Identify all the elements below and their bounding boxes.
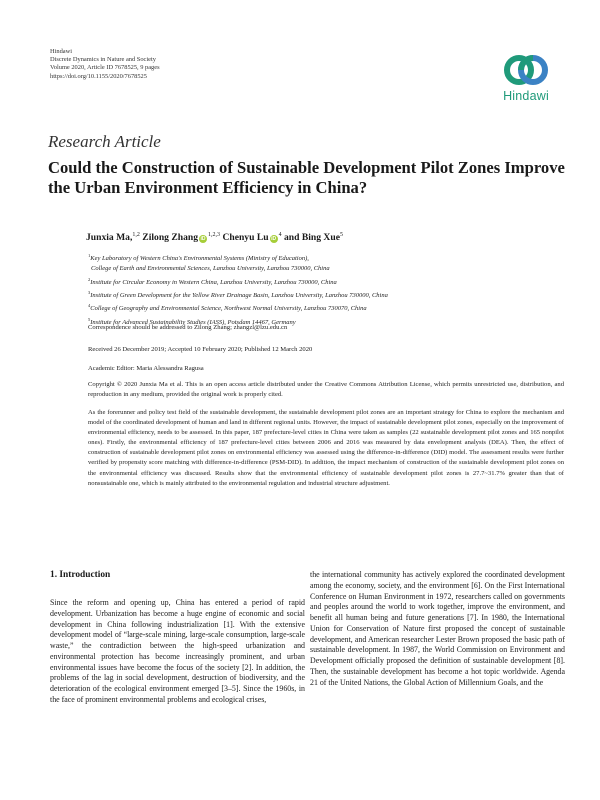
orcid-icon[interactable]: iD — [200, 236, 206, 243]
affiliation-item — [88, 288, 388, 301]
author-list — [86, 232, 343, 243]
journal-name: Discrete Dynamics in Nature and Society — [50, 56, 156, 64]
correspondence-line: Correspondence should be addressed to Zilong Zhang; zhangzl@lzu.edu.cn — [88, 324, 288, 331]
article-type: Research Article — [48, 132, 161, 151]
orcid-icon[interactable]: iD — [271, 236, 277, 243]
logo-wordmark: Hindawi — [503, 89, 549, 103]
author-name[interactable]: Junxia Ma, — [86, 232, 133, 244]
affiliation-item — [88, 275, 388, 288]
publisher-name: Hindawi — [50, 48, 73, 55]
author-affiliation-marker: 1,2,3 — [208, 232, 221, 238]
article-title: Could the Construction of Sustainable Development Pilot Zones Improve the Urban Environment Efficiency in China? — [48, 158, 565, 197]
hindawi-logo-icon — [502, 52, 550, 88]
affiliation-item — [88, 301, 388, 314]
affiliation-item — [88, 251, 388, 264]
affiliation-text: College of Geography and Environmental Science, Northwest Normal University, Lanzhou 730070, China — [90, 305, 367, 313]
author-name[interactable]: and Bing Xue — [283, 232, 340, 244]
affiliation-marker: 2 — [88, 276, 91, 282]
affiliation-marker: 5 — [88, 316, 91, 322]
affiliation-text: Institute for Circular Economy in Western China, Lanzhou University, Lanzhou 730000, China — [90, 278, 337, 286]
copyright-notice: Copyright © 2020 Junxia Ma et al. This is an open access article distributed under the Creative Commons Attribution License, which permits unrestricted use, distribution, and reproduction in any medium, provided the original work is properly cited. — [88, 381, 564, 398]
affiliation-text: College of Earth and Environmental Sciences, Lanzhou University, Lanzhou 730000, China — [91, 265, 330, 273]
affiliation-text: Institute for Advanced Sustainability Studies (IASS), Potsdam 14467, Germany — [90, 318, 296, 326]
author-name[interactable]: Zilong Zhang — [142, 232, 199, 244]
affiliation-text: Institute of Green Development for the Yellow River Drainage Basin, Lanzhou University, Lanzhou 730000, China — [90, 292, 388, 300]
intro-right-column: the international community has actively explored the coordinated development among the economy, society, and the environment [6]. On the First International Conference on Human Environment in 1972, researchers called on governments and peoples around the world to work together, improve the environment, and benefit all human being and future generations [7]. In 1980, the International Union for Conservation of Nature first proposed the concept of sustainable development, and American researcher Lester Brown proposed the basic path of sustainable development. In 1987, the World Commission on Environment and Development officially proposed the definition of sustainable development [8]. Then, the sustainable development has become a hot topic worldwide. Agenda 21 of the United Nations, the Global Action of Millennium Goals, and the — [310, 570, 565, 687]
doi-link[interactable]: https://doi.org/10.1155/2020/7678525 — [50, 72, 147, 80]
author-affiliation-marker: 5 — [339, 232, 343, 238]
publisher-logo — [492, 52, 560, 108]
affiliation-marker: 4 — [88, 303, 91, 309]
journal-info — [50, 48, 160, 81]
volume-line: Volume 2020, Article ID 7678525, 9 pages — [50, 64, 160, 72]
intro-left-column: Since the reform and opening up, China has entered a period of rapid development. Urbanization has become a huge engine of economic and social development in China following industrialization [1]. With the extensive development model of “large-scale mining, large-scale consumption, large-scale waste,” the contradiction between the high-speed urbanization and environmental protection has become increasingly prominent, and urban environmental issues have become the focus of the society [2]. In addition, the problems of the lag in social development, destruction of biodiversity, and the deterioration of the ecological environment emerged [3–5]. Since the 1960s, in the face of prominent environmental problems and ecological crises, — [50, 598, 305, 704]
academic-editor: Academic Editor: Maria Alessandra Ragusa — [88, 365, 204, 372]
author-affiliation-marker: 1,2 — [132, 232, 140, 238]
affiliation-item — [88, 264, 388, 274]
section-heading: 1. Introduction — [50, 570, 111, 580]
affiliation-text: Key Laboratory of Western China's Environmental Systems (Ministry of Education), — [90, 255, 309, 263]
dates-line: Received 26 December 2019; Accepted 10 February 2020; Published 12 March 2020 — [88, 346, 313, 353]
author-affiliation-marker: 4 — [278, 232, 282, 238]
abstract-text: As the forerunner and policy test field of the sustainable development, the sustainable development pilot zones are an important strategy for China to explore the mechanism and model of the coordinated development of human and land in different regional units. However, the impact of sustainable development pilot zones, especially on the improvement of environmental efficiency, needs to be assessed. In this paper, 187 prefecture-level cities in China were taken as samples (22 sustainable development pilot zones and 165 nonpilot ones). Firstly, the environmental efficiency of 187 prefecture-level cities between 2006 and 2016 was measured by data envelopment analysis (DEA). Then, the effect of construction of sustainable development pilot zones on environmental efficiency was assessed using the difference-in-difference (DID) model. The assessment results were further verified by propensity score matching with difference-in-difference (PSM-DID). In addition, the impact mechanism of construction of the sustainable development pilot zones on the environmental efficiency was discussed. Results show that the environmental efficiency of sustainable development pilot zones is 27.7~31.7% greater than that of nonsustainable one, which is mainly attributed to the environmental regulation and industrial structure adjustment. — [88, 409, 564, 487]
author-name[interactable]: Chenyu Lu — [222, 232, 269, 244]
affiliation-marker: 1 — [88, 253, 91, 258]
affiliation-list — [88, 251, 388, 328]
affiliation-marker: 3 — [88, 289, 91, 295]
